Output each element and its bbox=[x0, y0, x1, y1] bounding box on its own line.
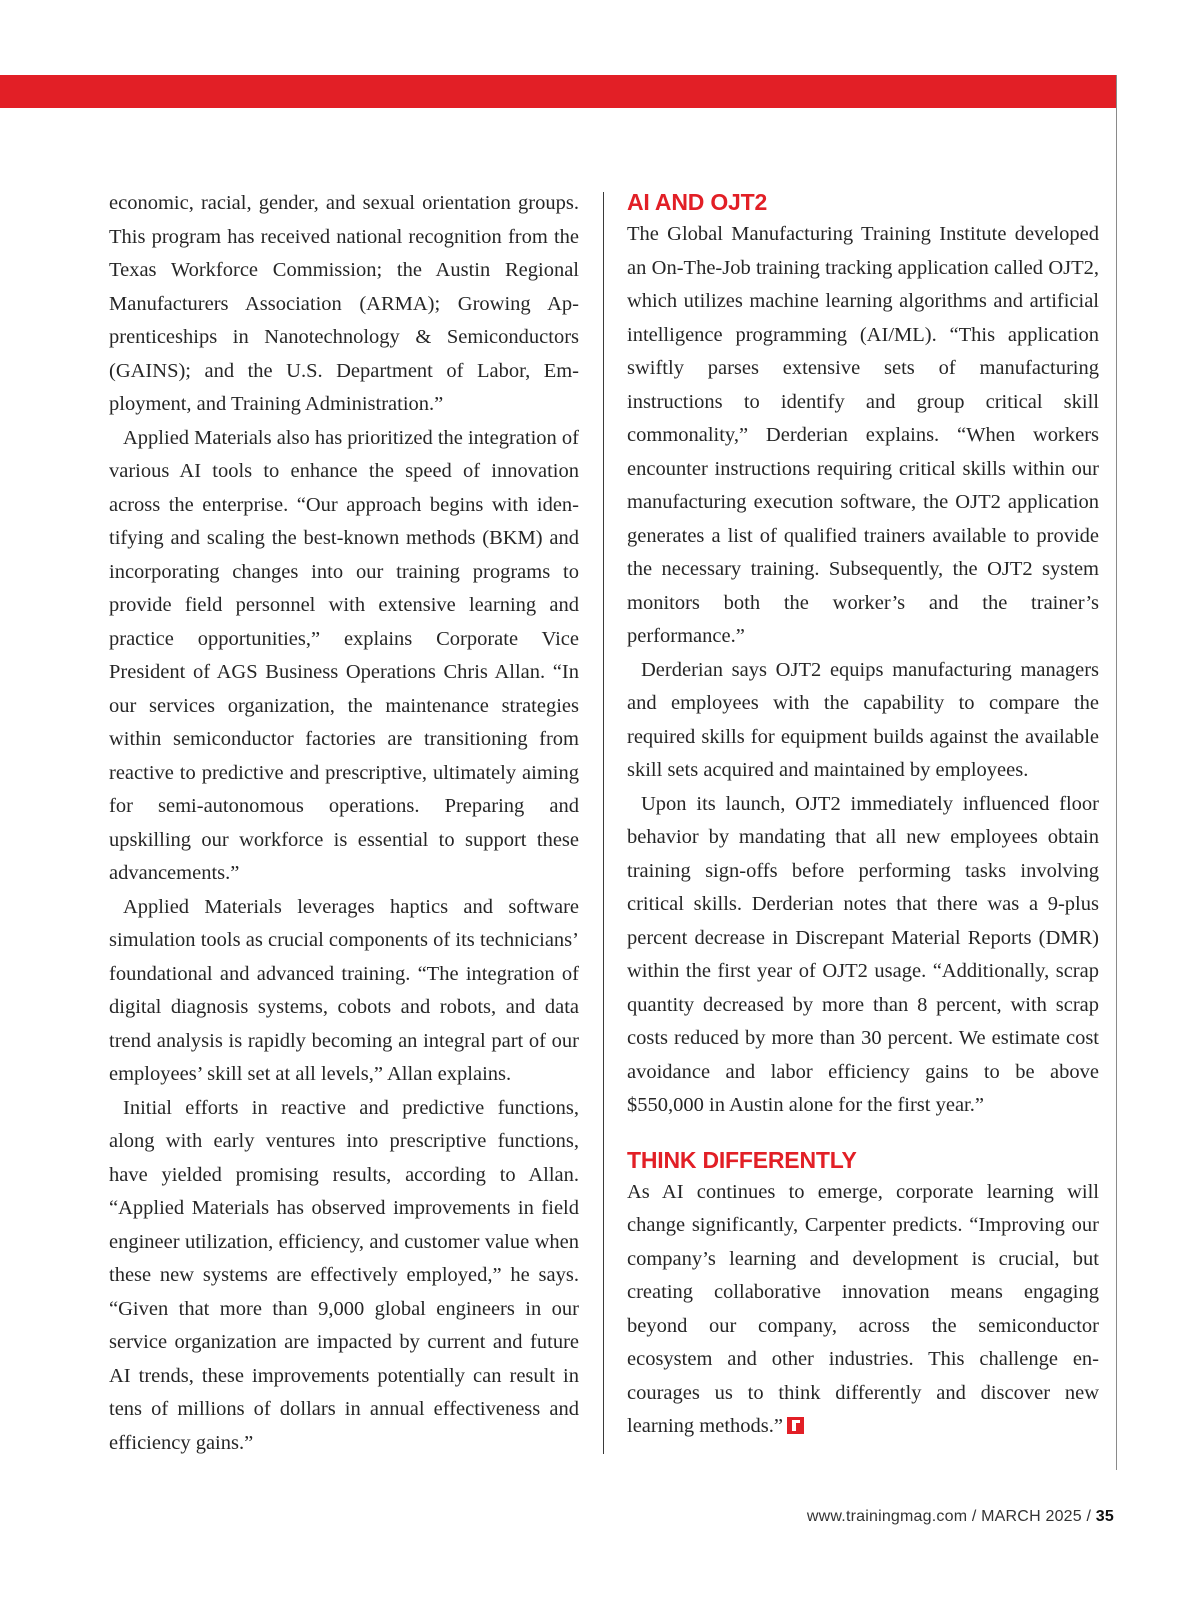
left-paragraph-2: Applied Materials also has prioritized the integration of various AI tools to enhance the speed of innovation across the enterprise. “Our approach begins with identifying and scaling the best-known methods (BKM) and incorporating changes into our training programs to provide field personnel with extensive learning and practice opportunities,” explains Corporate Vice President of AGS Business Operations Chris Allan. “In our services organization, the maintenance strategies within semiconductor factories are transitioning from reactive to predictive and prescriptive, ultimately aiming for semi-autonomous operations. Preparing and upskilling our workforce is essential to support these advancements.” bbox=[109, 426, 579, 884]
page-edge-rule bbox=[1116, 75, 1117, 1470]
section-heading-think-differently: THINK DIFFERENTLY bbox=[627, 1146, 857, 1173]
page-footer bbox=[807, 1508, 1114, 1526]
left-paragraph-4: Initial efforts in reactive and predictive functions, along with early ventures into prescriptive functions, have yielded promising results, according to Allan. “Applied Materials has observed improvements in field engineer utilization, efficiency, and customer value when these new systems are effectively employed,” he says. “Given that more than 9,000 global engineers in our service organization are impacted by current and future AI trends, these improvements potentially can result in tens of millions of dollars in annual effectiveness and efficiency gains.” bbox=[109, 1096, 579, 1454]
section-heading-ai-ojt2: AI AND OJT2 bbox=[627, 189, 768, 215]
right-paragraph-1: The Global Manufacturing Training Institute developed an On-The-Job training tracking application called OJT2, which utilizes machine learning algorithms and artificial intelligence programming (AI/ML). “This application swiftly parses extensive sets of manufacturing instructions to identify and group critical skill commonality,” Derderian explains. “When workers encounter instructions requiring critical skills within our manufacturing execution software, the OJT2 application generates a list of qualified trainers available to provide the necessary training. Subsequently, the OJT2 system monitors both the worker’s and the trainer’s performance.” bbox=[627, 223, 1099, 647]
right-paragraph-4 bbox=[627, 1176, 1099, 1444]
left-paragraph-1: economic, racial, gender, and sexual orientation groups. This program has received national recognition from the Texas Workforce Commission; the Austin Regional Manufacturers Association (ARMA); Growing Apprenticeships in Nanotechnology & Semiconductors (GAINS); and the U.S. Department of Labor, Employment, and Training Administration.” bbox=[109, 192, 579, 415]
right-paragraph-2: Derderian says OJT2 equips manufacturing managers and employees with the capability to compare the required skills for equipment builds against the available skill sets acquired and maintained by employees. bbox=[627, 658, 1099, 781]
column-divider bbox=[603, 192, 604, 1454]
header-red-bar bbox=[0, 75, 1117, 108]
left-column bbox=[109, 187, 579, 1460]
right-paragraph-3: Upon its launch, OJT2 immediately influenced floor behavior by mandating that all new employees obtain training sign-offs before performing tasks involving critical skills. Derderian notes that there was a 9-plus percent decrease in Discrepant Material Reports (DMR) within the first year of OJT2 usage. “Additionally, scrap quantity decreased by more than 8 percent, with scrap costs reduced by more than 30 percent. We estimate cost avoidance and labor efficiency gains to be above $550,000 in Austin alone for the first year.” bbox=[627, 792, 1099, 1116]
right-column bbox=[627, 187, 1099, 1444]
end-of-article-icon bbox=[787, 1417, 804, 1434]
right-paragraph-4-text: As AI continues to emerge, corporate learning will change significantly, Carpenter predicts. “Improving our company’s learning and development is crucial, but creating collaborative innovation means engaging beyond our company, across the semiconductor ecosystem and other industries. This challenge encourages us to think differently and discover new learning methods.” bbox=[627, 1180, 1099, 1437]
footer-site-date: www.trainingmag.com / MARCH 2025 / bbox=[806, 1508, 1096, 1525]
page-number: 35 bbox=[1095, 1508, 1114, 1525]
left-paragraph-3: Applied Materials leverages haptics and software simulation tools as crucial components of its technicians’ foundational and advanced training. “The integration of digital diagnosis systems, cobots and robots, and data trend analysis is rapidly becoming an integral part of our employees’ skill set at all levels,” Allan explains. bbox=[109, 895, 579, 1085]
